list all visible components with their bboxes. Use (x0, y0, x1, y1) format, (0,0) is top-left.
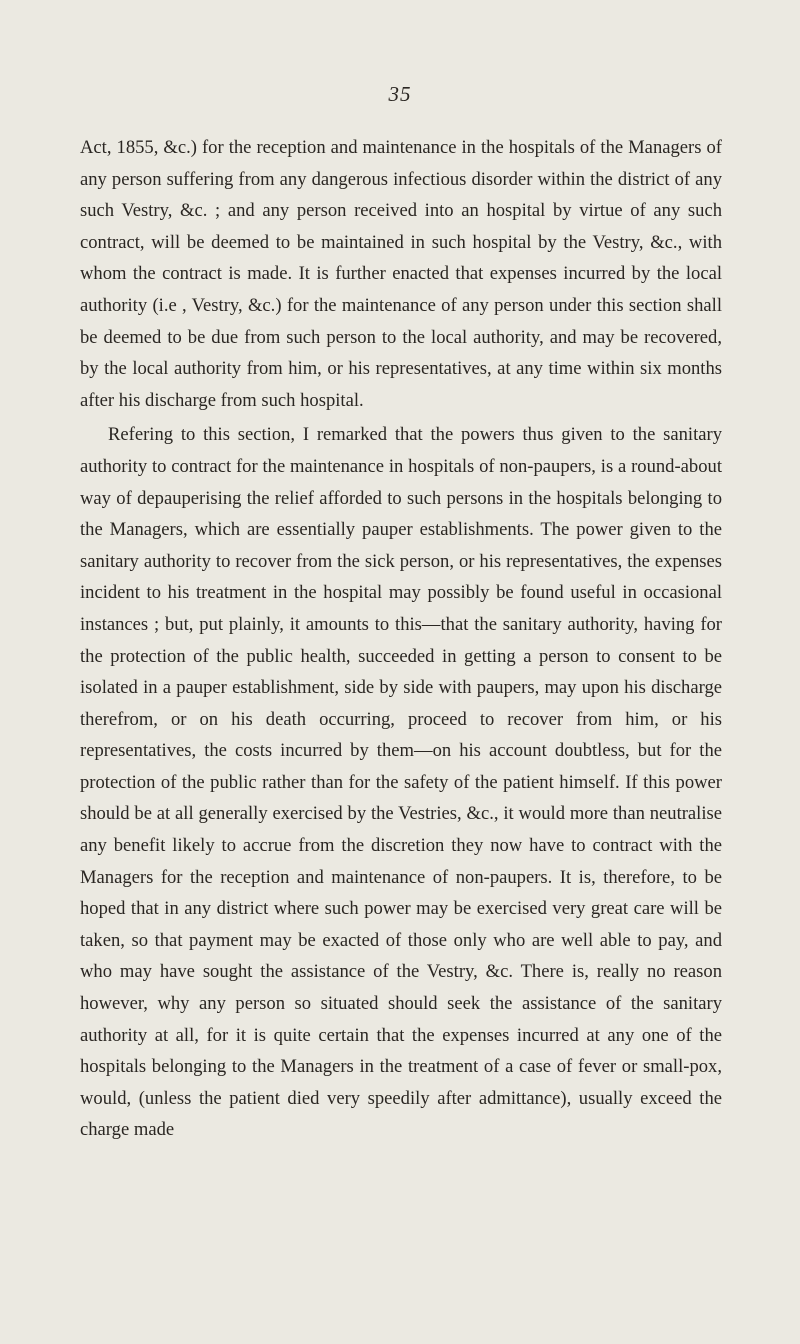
paragraph-1: Act, 1855, &c.) for the reception and maintenance in the hospitals of the Managers of any person suffering from any dangerous infectious disorder within the district of any such Vestry, &c. ; and any person received into an hospital by virtue of any such contract, will be deemed to be maintained in such hospital by the Vestry, &c., with whom the contract is made. It is further enacted that expenses incurred by the local authority (i.e , Vestry, &c.) for the maintenance of any person under this section shall be deemed to be due from such person to the local authority, and may be recovered, by the local authority from him, or his representatives, at any time within six months after his discharge from such hospital. (80, 137, 722, 411)
paragraph-2: Refering to this section, I remarked that the powers thus given to the sanitary authority to contract for the maintenance in hospitals of non-paupers, is a round-about way of depauperising the relief afforded to such persons in the hospitals belonging to the Managers, which are essentially pauper establishments. The power given to the sanitary authority to recover from the sick person, or his representatives, the expenses incident to his treatment in the hospital may possibly be found useful in occasional instances ; but, put plainly, it amounts to this—that the sanitary authority, having for the protection of the public health, succeeded in getting a person to consent to be isolated in a pauper establishment, side by side with paupers, may upon his discharge therefrom, or on his death occurring, proceed to recover from him, or his representatives, the costs incurred by them—on his account doubtless, but for the protection of the public rather than for the safety of the patient himself. If this power should be at all generally exercised by the Vestries, &c., it would more than neutralise any benefit likely to accrue from the discretion they now have to contract with the Managers for the reception and maintenance of non-paupers. It is, therefore, to be hoped that in any district where such power may be exercised very great care will be taken, so that payment may be exacted of those only who are well able to pay, and who may have sought the assistance of the Vestry, &c. There is, really no reason however, why any person so situated should seek the assistance of the sanitary authority at all, for it is quite certain that the expenses incurred at any one of the hospitals belonging to the Managers in the treatment of a case of fever or small-pox, would, (unless the patient died very speedily after admittance), usually exceed the charge made (80, 424, 722, 1141)
page-number: 35 (388, 82, 412, 106)
body-text (80, 132, 722, 1146)
